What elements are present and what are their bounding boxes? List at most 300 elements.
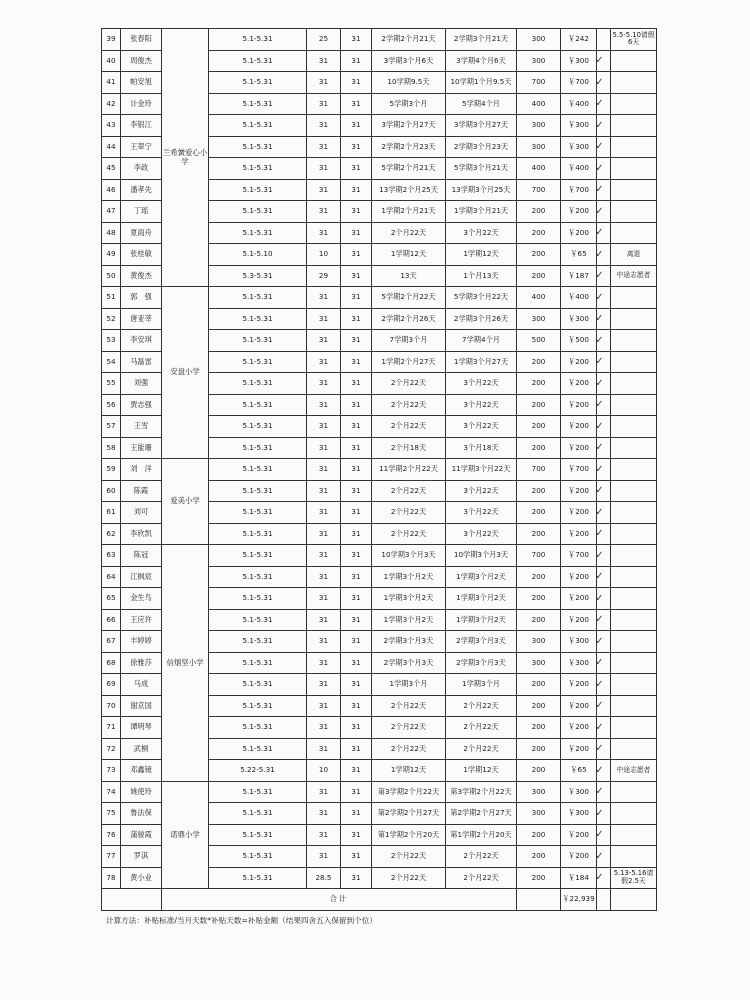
checkmark-icon: ✓ (595, 162, 604, 174)
standard-cell: 500 (517, 330, 561, 352)
month-days-cell: 31 (341, 609, 372, 631)
check-cell (597, 437, 611, 459)
subsidy-days-cell: 31 (307, 609, 341, 631)
previous-service-cell: 2个月22天 (372, 222, 446, 244)
previous-service-cell: 1学期12天 (372, 760, 446, 782)
note-cell (611, 502, 657, 524)
subsidy-days-cell: 25 (307, 29, 341, 51)
subsidy-days-cell: 31 (307, 480, 341, 502)
current-service-cell: 3个月22天 (446, 222, 517, 244)
name-cell: 金生鸟 (121, 588, 162, 610)
check-cell (597, 287, 611, 309)
previous-service-cell: 3学期2个月27天 (372, 115, 446, 137)
total-amount: ￥22,939 (561, 889, 597, 911)
standard-cell: 200 (517, 609, 561, 631)
period-cell: 5.1-5.31 (209, 459, 307, 481)
subsidy-days-cell: 31 (307, 695, 341, 717)
period-cell: 5.1-5.10 (209, 244, 307, 266)
standard-cell: 200 (517, 480, 561, 502)
school-cell: 安盘小学 (162, 287, 209, 459)
school-cell: 信烟坚小学 (162, 545, 209, 782)
current-service-cell: 1学期3个月2天 (446, 588, 517, 610)
row-number-cell: 61 (102, 502, 121, 524)
checkmark-icon: ✓ (595, 506, 604, 518)
previous-service-cell: 2个月22天 (372, 846, 446, 868)
amount-cell: ￥700 (561, 459, 597, 481)
checkmark-icon: ✓ (595, 205, 604, 217)
subsidy-days-cell: 31 (307, 588, 341, 610)
check-cell (597, 50, 611, 72)
period-cell: 5.1-5.31 (209, 330, 307, 352)
period-cell: 5.1-5.31 (209, 738, 307, 760)
note-cell (611, 158, 657, 180)
subsidy-days-cell: 31 (307, 222, 341, 244)
previous-service-cell: 1学期3个月2天 (372, 609, 446, 631)
name-cell: 武桐 (121, 738, 162, 760)
current-service-cell: 3个月22天 (446, 480, 517, 502)
note-cell (611, 50, 657, 72)
standard-cell: 700 (517, 179, 561, 201)
note-cell (611, 287, 657, 309)
current-service-cell: 第3学期2个月22天 (446, 781, 517, 803)
row-number-cell: 59 (102, 459, 121, 481)
standard-cell: 700 (517, 459, 561, 481)
name-cell: 邓鑫镜 (121, 760, 162, 782)
month-days-cell: 31 (341, 781, 372, 803)
previous-service-cell: 2学期2个月23天 (372, 136, 446, 158)
previous-service-cell: 1学期2个月21天 (372, 201, 446, 223)
checkmark-icon: ✓ (595, 463, 604, 475)
name-cell: 陈冠 (121, 545, 162, 567)
note-cell (611, 803, 657, 825)
note-cell (611, 136, 657, 158)
amount-cell: ￥400 (561, 287, 597, 309)
row-number-cell: 66 (102, 609, 121, 631)
amount-cell: ￥300 (561, 652, 597, 674)
amount-cell: ￥200 (561, 717, 597, 739)
standard-cell: 300 (517, 136, 561, 158)
amount-cell: ￥700 (561, 72, 597, 94)
month-days-cell: 31 (341, 523, 372, 545)
check-cell (597, 867, 611, 889)
current-service-cell: 5学期4个月 (446, 93, 517, 115)
table-row (102, 781, 657, 803)
month-days-cell: 31 (341, 695, 372, 717)
amount-cell: ￥700 (561, 545, 597, 567)
checkmark-icon: ✓ (595, 76, 604, 88)
period-cell: 5.1-5.31 (209, 158, 307, 180)
checkmark-icon: ✓ (595, 313, 604, 325)
checkmark-icon: ✓ (595, 399, 604, 411)
row-number-cell: 62 (102, 523, 121, 545)
note-cell (611, 674, 657, 696)
amount-cell: ￥300 (561, 115, 597, 137)
check-cell (597, 609, 611, 631)
name-cell: 王翠宁 (121, 136, 162, 158)
calculation-note: 计算方法：补贴标准/当月天数*补贴天数=补贴金额（结果四舍五入保留到个位） (106, 916, 377, 925)
current-service-cell: 2学期3个月26天 (446, 308, 517, 330)
subsidy-days-cell: 31 (307, 523, 341, 545)
subsidy-days-cell: 31 (307, 459, 341, 481)
name-cell: 贾志强 (121, 394, 162, 416)
previous-service-cell: 5学期2个月21天 (372, 158, 446, 180)
checkmark-icon: ✓ (595, 119, 604, 131)
month-days-cell: 31 (341, 72, 372, 94)
note-cell (611, 545, 657, 567)
previous-service-cell: 5学期3个月 (372, 93, 446, 115)
row-number-cell: 48 (102, 222, 121, 244)
check-cell (597, 158, 611, 180)
month-days-cell: 31 (341, 93, 372, 115)
current-service-cell: 第1学期2个月20天 (446, 824, 517, 846)
previous-service-cell: 2个月22天 (372, 373, 446, 395)
check-cell (597, 115, 611, 137)
checkmark-icon: ✓ (595, 635, 604, 647)
checkmark-icon: ✓ (595, 98, 604, 110)
note-cell (611, 308, 657, 330)
subsidy-days-cell: 31 (307, 545, 341, 567)
month-days-cell: 31 (341, 717, 372, 739)
name-cell: 蒲骏霞 (121, 824, 162, 846)
current-service-cell: 3个月22天 (446, 394, 517, 416)
previous-service-cell: 7学期3个月 (372, 330, 446, 352)
current-service-cell: 11学期3个月22天 (446, 459, 517, 481)
standard-cell: 400 (517, 287, 561, 309)
previous-service-cell: 2学期3个月3天 (372, 631, 446, 653)
note-cell (611, 437, 657, 459)
check-cell (597, 781, 611, 803)
current-service-cell: 第2学期2个月27天 (446, 803, 517, 825)
row-number-cell: 51 (102, 287, 121, 309)
standard-cell: 200 (517, 695, 561, 717)
row-number-cell: 42 (102, 93, 121, 115)
name-cell: 徐雅莎 (121, 652, 162, 674)
current-service-cell: 10学期3个月3天 (446, 545, 517, 567)
amount-cell: ￥200 (561, 523, 597, 545)
period-cell: 5.1-5.31 (209, 631, 307, 653)
subsidy-days-cell: 29 (307, 265, 341, 287)
subsidy-days-cell: 31 (307, 179, 341, 201)
period-cell: 5.1-5.31 (209, 566, 307, 588)
note-cell: 中途志愿者 (611, 265, 657, 287)
name-cell: 丁瑶 (121, 201, 162, 223)
row-number-cell: 78 (102, 867, 121, 889)
note-cell (611, 652, 657, 674)
standard-cell: 200 (517, 588, 561, 610)
check-cell (597, 394, 611, 416)
note-cell (611, 394, 657, 416)
standard-cell: 200 (517, 416, 561, 438)
month-days-cell: 31 (341, 244, 372, 266)
period-cell: 5.1-5.31 (209, 437, 307, 459)
total-blank (597, 889, 611, 911)
row-number-cell: 57 (102, 416, 121, 438)
month-days-cell: 31 (341, 846, 372, 868)
previous-service-cell: 2个月22天 (372, 867, 446, 889)
subsidy-days-cell: 31 (307, 136, 341, 158)
check-cell (597, 244, 611, 266)
row-number-cell: 68 (102, 652, 121, 674)
standard-cell: 200 (517, 674, 561, 696)
previous-service-cell: 第3学期2个月22天 (372, 781, 446, 803)
row-number-cell: 75 (102, 803, 121, 825)
previous-service-cell: 2个月22天 (372, 717, 446, 739)
check-cell (597, 760, 611, 782)
note-cell (611, 631, 657, 653)
note-cell: 5.5-5.10请假6天 (611, 29, 657, 51)
name-cell: 姚使玲 (121, 781, 162, 803)
check-cell (597, 330, 611, 352)
current-service-cell: 5学期3个月21天 (446, 158, 517, 180)
checkmark-icon: ✓ (595, 528, 604, 540)
amount-cell: ￥200 (561, 609, 597, 631)
row-number-cell: 44 (102, 136, 121, 158)
row-number-cell: 39 (102, 29, 121, 51)
row-number-cell: 69 (102, 674, 121, 696)
row-number-cell: 74 (102, 781, 121, 803)
subsidy-days-cell: 31 (307, 394, 341, 416)
checkmark-icon: ✓ (595, 442, 604, 454)
period-cell: 5.1-5.31 (209, 93, 307, 115)
row-number-cell: 52 (102, 308, 121, 330)
check-cell (597, 480, 611, 502)
note-cell (611, 480, 657, 502)
school-cell: 爱美小学 (162, 459, 209, 545)
amount-cell: ￥300 (561, 50, 597, 72)
row-number-cell: 58 (102, 437, 121, 459)
subsidy-days-cell: 31 (307, 717, 341, 739)
previous-service-cell: 2学期3个月3天 (372, 652, 446, 674)
period-cell: 5.1-5.31 (209, 695, 307, 717)
school-cell: 兰希黉爱心小学 (162, 29, 209, 287)
subsidy-table (101, 28, 657, 911)
period-cell: 5.1-5.31 (209, 846, 307, 868)
note-cell: 中途志愿者 (611, 760, 657, 782)
month-days-cell: 31 (341, 416, 372, 438)
name-cell: 周俊杰 (121, 50, 162, 72)
previous-service-cell: 3学期3个月6天 (372, 50, 446, 72)
current-service-cell: 1学期12天 (446, 244, 517, 266)
previous-service-cell: 1学期2个月27天 (372, 351, 446, 373)
checkmark-icon: ✓ (595, 248, 604, 260)
current-service-cell: 2个月22天 (446, 695, 517, 717)
row-number-cell: 53 (102, 330, 121, 352)
standard-cell: 200 (517, 738, 561, 760)
current-service-cell: 2个月22天 (446, 717, 517, 739)
current-service-cell: 2学期3个月21天 (446, 29, 517, 51)
amount-cell: ￥700 (561, 179, 597, 201)
previous-service-cell: 第1学期2个月20天 (372, 824, 446, 846)
total-label: 合计 (162, 889, 517, 911)
checkmark-icon: ✓ (595, 850, 604, 862)
row-number-cell: 76 (102, 824, 121, 846)
name-cell: 帕安旭 (121, 72, 162, 94)
name-cell: 谭明琴 (121, 717, 162, 739)
standard-cell: 300 (517, 29, 561, 51)
previous-service-cell: 2学期2个月21天 (372, 29, 446, 51)
note-cell (611, 416, 657, 438)
previous-service-cell: 1学期3个月 (372, 674, 446, 696)
period-cell: 5.3-5.31 (209, 265, 307, 287)
amount-cell: ￥65 (561, 244, 597, 266)
row-number-cell: 49 (102, 244, 121, 266)
checkmark-icon: ✓ (595, 141, 604, 153)
standard-cell: 300 (517, 652, 561, 674)
checkmark-icon: ✓ (595, 55, 604, 67)
standard-cell: 200 (517, 846, 561, 868)
name-cell: 鲁法保 (121, 803, 162, 825)
name-cell: 张春阳 (121, 29, 162, 51)
checkmark-icon: ✓ (595, 764, 604, 776)
subsidy-days-cell: 31 (307, 115, 341, 137)
checkmark-icon: ✓ (595, 743, 604, 755)
month-days-cell: 31 (341, 631, 372, 653)
amount-cell: ￥400 (561, 93, 597, 115)
standard-cell: 300 (517, 781, 561, 803)
period-cell: 5.1-5.31 (209, 222, 307, 244)
previous-service-cell: 第2学期2个月27天 (372, 803, 446, 825)
amount-cell: ￥200 (561, 695, 597, 717)
row-number-cell: 63 (102, 545, 121, 567)
check-cell (597, 459, 611, 481)
check-cell (597, 588, 611, 610)
month-days-cell: 31 (341, 502, 372, 524)
name-cell: 张桂敏 (121, 244, 162, 266)
month-days-cell: 31 (341, 803, 372, 825)
check-cell (597, 265, 611, 287)
row-number-cell: 43 (102, 115, 121, 137)
note-cell (611, 179, 657, 201)
name-cell: 罗淇 (121, 846, 162, 868)
row-number-cell: 60 (102, 480, 121, 502)
note-cell (611, 222, 657, 244)
subsidy-days-cell: 10 (307, 760, 341, 782)
previous-service-cell: 2个月22天 (372, 738, 446, 760)
name-cell: 马成 (121, 674, 162, 696)
note-cell (611, 588, 657, 610)
check-cell (597, 674, 611, 696)
period-cell: 5.1-5.31 (209, 416, 307, 438)
check-cell (597, 717, 611, 739)
month-days-cell: 31 (341, 760, 372, 782)
previous-service-cell: 1学期3个月2天 (372, 588, 446, 610)
note-cell (611, 609, 657, 631)
name-cell: 丰婷婷 (121, 631, 162, 653)
check-cell (597, 695, 611, 717)
check-cell (597, 72, 611, 94)
name-cell: 计金玲 (121, 93, 162, 115)
previous-service-cell: 10学期3个月3天 (372, 545, 446, 567)
period-cell: 5.1-5.31 (209, 824, 307, 846)
amount-cell: ￥200 (561, 588, 597, 610)
name-cell: 黄俊杰 (121, 265, 162, 287)
current-service-cell: 2个月22天 (446, 867, 517, 889)
name-cell: 黄小业 (121, 867, 162, 889)
checkmark-icon: ✓ (595, 786, 604, 798)
check-cell (597, 803, 611, 825)
total-blank (102, 889, 162, 911)
subsidy-days-cell: 31 (307, 287, 341, 309)
name-cell: 夏雨舟 (121, 222, 162, 244)
standard-cell: 200 (517, 437, 561, 459)
standard-cell: 200 (517, 566, 561, 588)
current-service-cell: 3个月22天 (446, 416, 517, 438)
month-days-cell: 31 (341, 179, 372, 201)
month-days-cell: 31 (341, 652, 372, 674)
standard-cell: 200 (517, 394, 561, 416)
standard-cell: 200 (517, 351, 561, 373)
current-service-cell: 5学期3个月22天 (446, 287, 517, 309)
note-cell: 5.13-5.16请假2.5天 (611, 867, 657, 889)
checkmark-icon: ✓ (595, 829, 604, 841)
standard-cell: 300 (517, 115, 561, 137)
month-days-cell: 31 (341, 351, 372, 373)
month-days-cell: 31 (341, 437, 372, 459)
period-cell: 5.1-5.31 (209, 717, 307, 739)
period-cell: 5.1-5.31 (209, 480, 307, 502)
month-days-cell: 31 (341, 394, 372, 416)
period-cell: 5.1-5.31 (209, 373, 307, 395)
current-service-cell: 1学期3个月2天 (446, 566, 517, 588)
previous-service-cell: 2个月18天 (372, 437, 446, 459)
note-cell (611, 566, 657, 588)
subsidy-days-cell: 31 (307, 330, 341, 352)
row-number-cell: 55 (102, 373, 121, 395)
month-days-cell: 31 (341, 674, 372, 696)
amount-cell: ￥200 (561, 502, 597, 524)
subsidy-days-cell: 31 (307, 416, 341, 438)
subsidy-days-cell: 28.5 (307, 867, 341, 889)
amount-cell: ￥200 (561, 674, 597, 696)
name-cell: 李欣凯 (121, 523, 162, 545)
subsidy-days-cell: 31 (307, 502, 341, 524)
check-cell (597, 502, 611, 524)
name-cell: 陈霞 (121, 480, 162, 502)
check-cell (597, 308, 611, 330)
amount-cell: ￥200 (561, 480, 597, 502)
amount-cell: ￥200 (561, 201, 597, 223)
subsidy-days-cell: 31 (307, 631, 341, 653)
note-cell (611, 93, 657, 115)
current-service-cell: 10学期1个月9.5天 (446, 72, 517, 94)
standard-cell: 200 (517, 201, 561, 223)
amount-cell: ￥65 (561, 760, 597, 782)
checkmark-icon: ✓ (595, 571, 604, 583)
month-days-cell: 31 (341, 566, 372, 588)
name-cell: 李银江 (121, 115, 162, 137)
period-cell: 5.1-5.31 (209, 867, 307, 889)
standard-cell: 200 (517, 265, 561, 287)
current-service-cell: 2学期3个月3天 (446, 631, 517, 653)
subsidy-days-cell: 31 (307, 846, 341, 868)
total-row (102, 889, 657, 911)
checkmark-icon: ✓ (595, 592, 604, 604)
row-number-cell: 72 (102, 738, 121, 760)
checkmark-icon: ✓ (595, 721, 604, 733)
row-number-cell: 46 (102, 179, 121, 201)
table-row (102, 29, 657, 51)
period-cell: 5.1-5.31 (209, 201, 307, 223)
standard-cell: 200 (517, 760, 561, 782)
subsidy-days-cell: 31 (307, 566, 341, 588)
amount-cell: ￥200 (561, 394, 597, 416)
name-cell: 谢京国 (121, 695, 162, 717)
name-cell: 李政 (121, 158, 162, 180)
note-cell (611, 330, 657, 352)
checkmark-icon: ✓ (595, 700, 604, 712)
period-cell: 5.1-5.31 (209, 803, 307, 825)
subsidy-days-cell: 10 (307, 244, 341, 266)
